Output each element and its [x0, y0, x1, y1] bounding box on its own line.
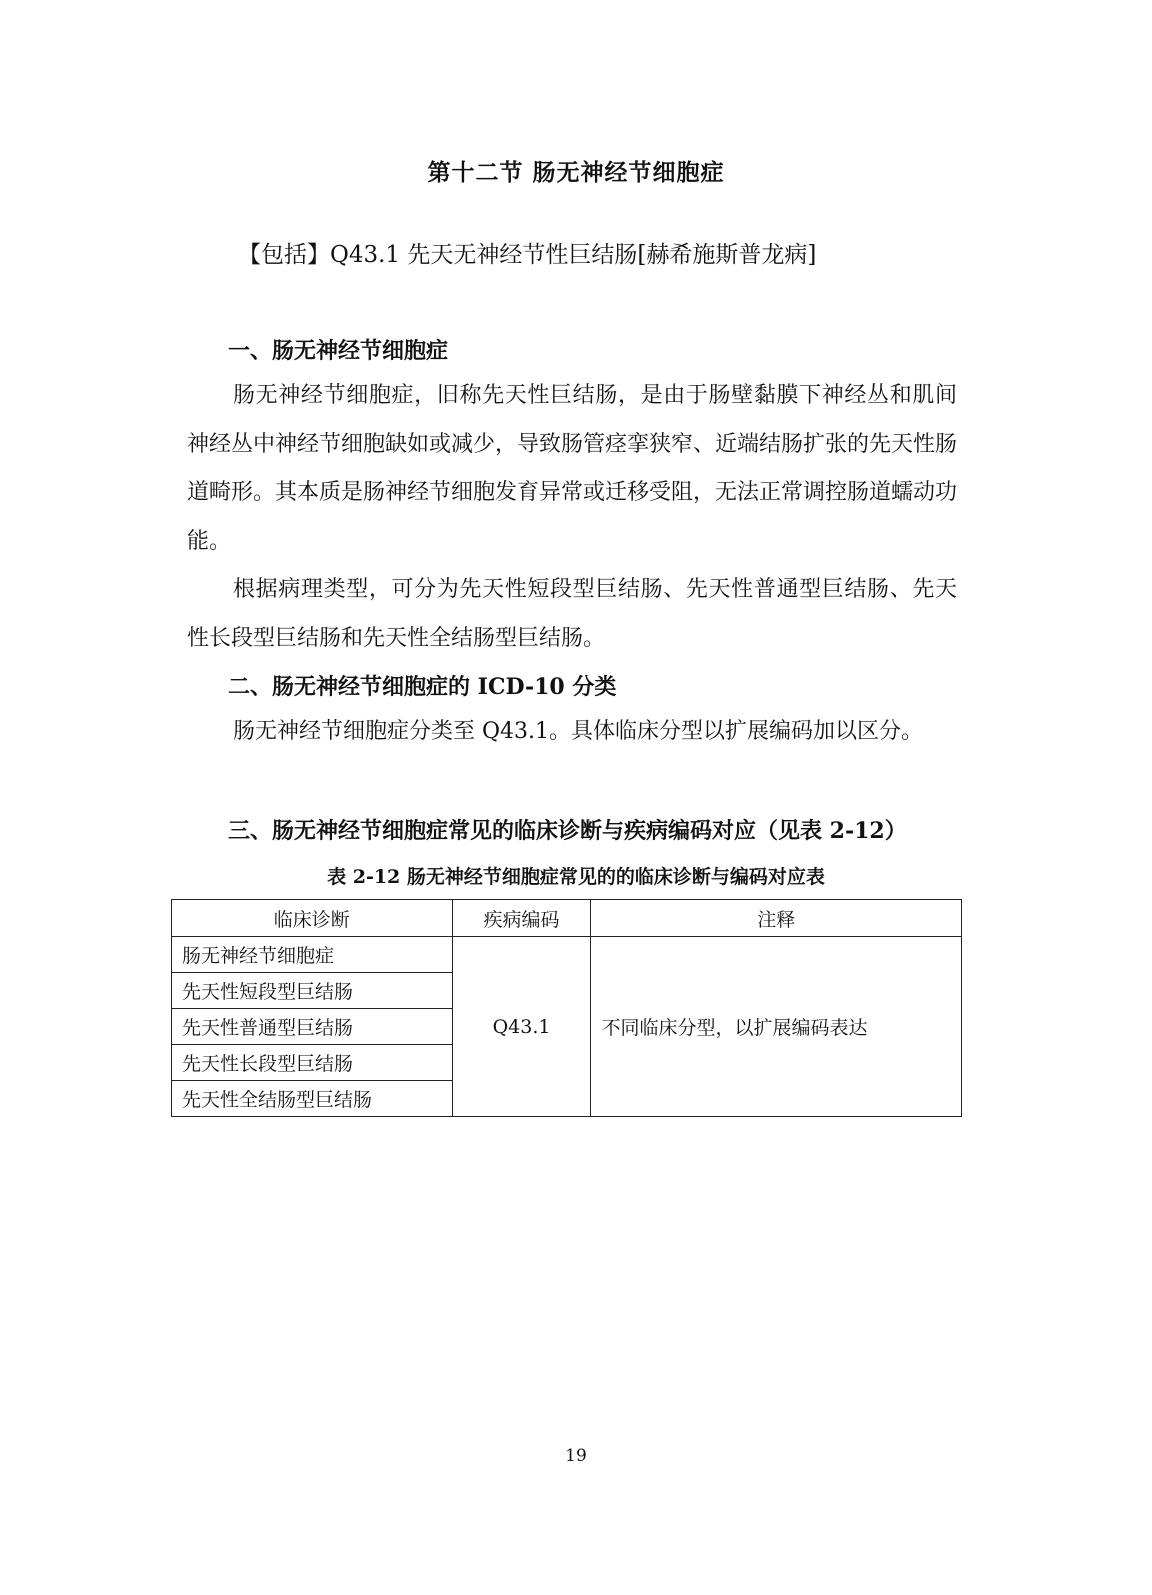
table-caption: 表 2-12 肠无神经节细胞症常见的的临床诊断与编码对应表 [327, 866, 825, 888]
paragraph-2: 根据病理类型，可分为先天性短段型巨结肠、先天性普通型巨结肠、先天性长段型巨结肠和先天性全结肠型巨结肠。 [187, 577, 957, 651]
diagnosis-cell: 先天性长段型巨结肠 [172, 1045, 453, 1081]
header-diagnosis: 临床诊断 [172, 900, 453, 937]
note-cell: 不同临床分型，以扩展编码表达 [591, 937, 962, 1117]
paragraph-1: 肠无神经节细胞症，旧称先天性巨结肠，是由于肠壁黏膜下神经丛和肌间神经丛中神经节细胞缺如或减少，导致肠管痉挛狭窄、近端结肠扩张的先天性肠道畸形。其本质是肠神经节细胞发育异常或迁移受阻，无法正常调控肠道蠕动功能。 [187, 383, 958, 554]
header-code: 疾病编码 [452, 900, 591, 937]
heading-2: 二、肠无神经节细胞症的 ICD-10 分类 [228, 674, 617, 700]
diagnosis-cell: 肠无神经节细胞症 [172, 937, 453, 973]
page-number: 19 [565, 1446, 587, 1466]
diagnosis-cell: 先天性普通型巨结肠 [172, 1009, 453, 1045]
table-header-row [172, 900, 962, 937]
diagnosis-code-table [171, 899, 962, 1117]
includes-line: 【包括】Q43.1 先天无神经节性巨结肠[赫希施斯普龙病] [238, 242, 817, 268]
diagnosis-cell: 先天性短段型巨结肠 [172, 973, 453, 1009]
paragraph-3: 肠无神经节细胞症分类至 Q43.1。具体临床分型以扩展编码加以区分。 [233, 719, 924, 744]
table-row [172, 937, 962, 973]
heading-3: 三、肠无神经节细胞症常见的临床诊断与疾病编码对应（见表 2-12） [228, 818, 907, 844]
section-title: 第十二节 肠无神经节细胞症 [427, 159, 725, 186]
code-cell: Q43.1 [452, 937, 591, 1117]
heading-1: 一、肠无神经节细胞症 [228, 338, 449, 364]
header-note: 注释 [591, 900, 962, 937]
diagnosis-cell: 先天性全结肠型巨结肠 [172, 1081, 453, 1117]
